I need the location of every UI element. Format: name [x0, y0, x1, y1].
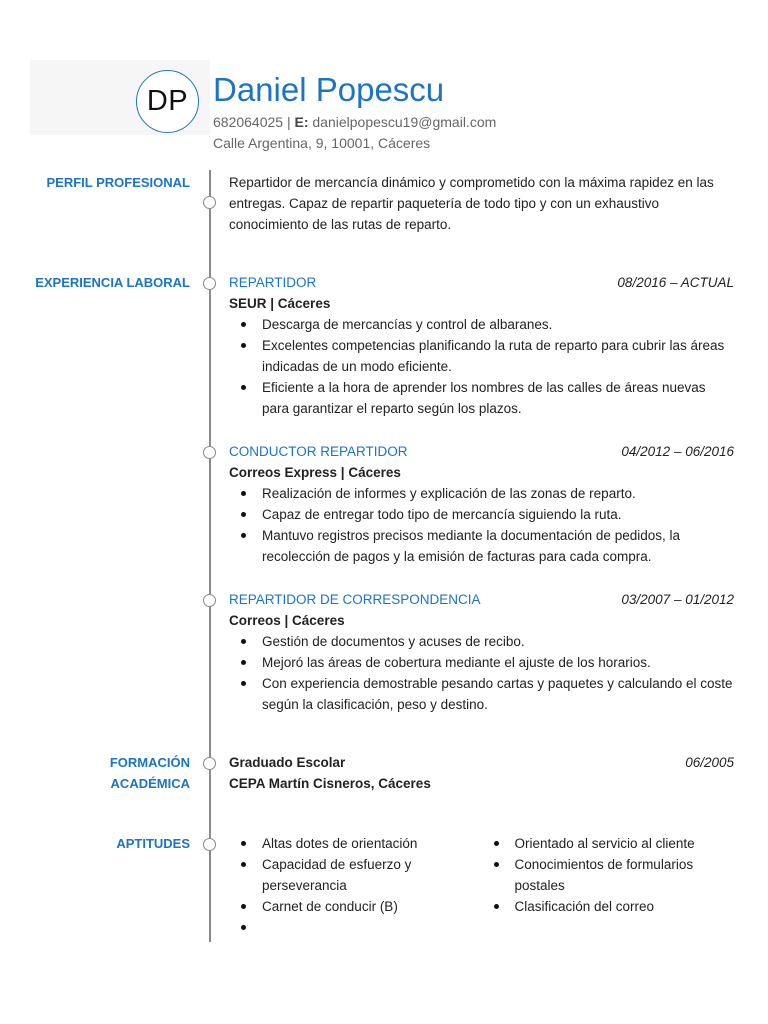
- duty-item: Capaz de entregar todo tipo de mercancía siguiendo la ruta.: [229, 504, 734, 525]
- section-title-skills: APTITUDES: [116, 836, 190, 851]
- profile-line: entregas. Capaz de repartir paquetería de todo tipo y con un exhaustivo: [229, 196, 660, 211]
- skill-item: Clasificación del correo: [482, 896, 735, 917]
- duty-item: Excelentes competencias planificando la ruta de reparto para cubrir las áreas indicadas de un modo eficiente.: [229, 335, 734, 377]
- degree: Graduado Escolar: [229, 755, 346, 770]
- section-title-experience: EXPERIENCIA LABORAL: [35, 275, 190, 290]
- monogram-badge: DP: [136, 70, 199, 133]
- address: Calle Argentina, 9, 10001, Cáceres: [213, 135, 431, 151]
- company: SEUR | Cáceres: [229, 296, 331, 311]
- job-entry-1: [229, 272, 734, 419]
- job-duties: [229, 483, 734, 567]
- timeline-dot-job-1: [203, 277, 216, 290]
- profile-summary: [229, 172, 734, 235]
- education-entry: [229, 752, 734, 794]
- job-entry-2: [229, 441, 734, 567]
- profile-line: conocimiento de las rutas de reparto.: [229, 217, 452, 232]
- duty-item: Con experiencia demostrable pesando cartas y paquetes y calculando el coste según la clasificación, peso y destino.: [229, 673, 734, 715]
- timeline-dot-education: [203, 757, 216, 770]
- job-title: CONDUCTOR REPARTIDOR: [229, 444, 408, 459]
- job-entry-3: [229, 589, 734, 715]
- education-date: 06/2005: [685, 755, 734, 770]
- job-title: REPARTIDOR: [229, 275, 317, 290]
- duty-item: Gestión de documentos y acuses de recibo.: [229, 631, 734, 652]
- skills-column-right: [482, 833, 735, 938]
- email-label: E:: [294, 114, 309, 130]
- duty-item: Descarga de mercancías y control de albaranes.: [229, 314, 734, 335]
- contact-info: [213, 112, 496, 154]
- skill-item: Altas dotes de orientación: [229, 833, 482, 854]
- profile-line: Repartidor de mercancía dinámico y comprometido con la máxima rapidez en las: [229, 175, 714, 190]
- job-title: REPARTIDOR DE CORRESPONDENCIA: [229, 592, 481, 607]
- job-dates: 03/2007 – 01/2012: [621, 592, 734, 607]
- skill-item: Conocimientos de formularios postales: [482, 854, 735, 896]
- duty-item: Mantuvo registros precisos mediante la documentación de pedidos, la recolección de pagos y la emisión de facturas para cada compra.: [229, 525, 734, 567]
- job-duties: [229, 314, 734, 419]
- skills-column-left: [229, 833, 482, 938]
- skills-list: [229, 833, 734, 938]
- job-dates: 08/2016 – ACTUAL: [617, 275, 734, 290]
- skill-item-empty: [229, 917, 482, 938]
- timeline-dot-profile: [203, 196, 216, 209]
- email-address[interactable]: danielpopescu19@gmail.com: [312, 114, 497, 130]
- duty-item: Realización de informes y explicación de las zonas de reparto.: [229, 483, 734, 504]
- duty-item: Eficiente a la hora de aprender los nombres de las calles de áreas nuevas para garantizar el reparto según los plazos.: [229, 377, 734, 419]
- company: Correos Express | Cáceres: [229, 465, 401, 480]
- job-duties: [229, 631, 734, 715]
- skill-item: Carnet de conducir (B): [229, 896, 482, 917]
- section-title-education: FORMACIÓN ACADÉMICA: [109, 755, 190, 791]
- job-dates: 04/2012 – 06/2016: [621, 444, 734, 459]
- phone-number: 682064025 |: [213, 114, 291, 130]
- timeline-dot-job-2: [203, 446, 216, 459]
- skill-item: Capacidad de esfuerzo y perseverancia: [229, 854, 482, 896]
- timeline-dot-skills: [203, 838, 216, 851]
- timeline-dot-job-3: [203, 594, 216, 607]
- school: CEPA Martín Cisneros, Cáceres: [229, 776, 431, 791]
- duty-item: Mejoró las áreas de cobertura mediante el ajuste de los horarios.: [229, 652, 734, 673]
- company: Correos | Cáceres: [229, 613, 345, 628]
- section-title-profile: PERFIL PROFESIONAL: [46, 175, 190, 190]
- contact-line-1: [213, 112, 496, 133]
- candidate-name: Daniel Popescu: [213, 71, 445, 108]
- skill-item: Orientado al servicio al cliente: [482, 833, 735, 854]
